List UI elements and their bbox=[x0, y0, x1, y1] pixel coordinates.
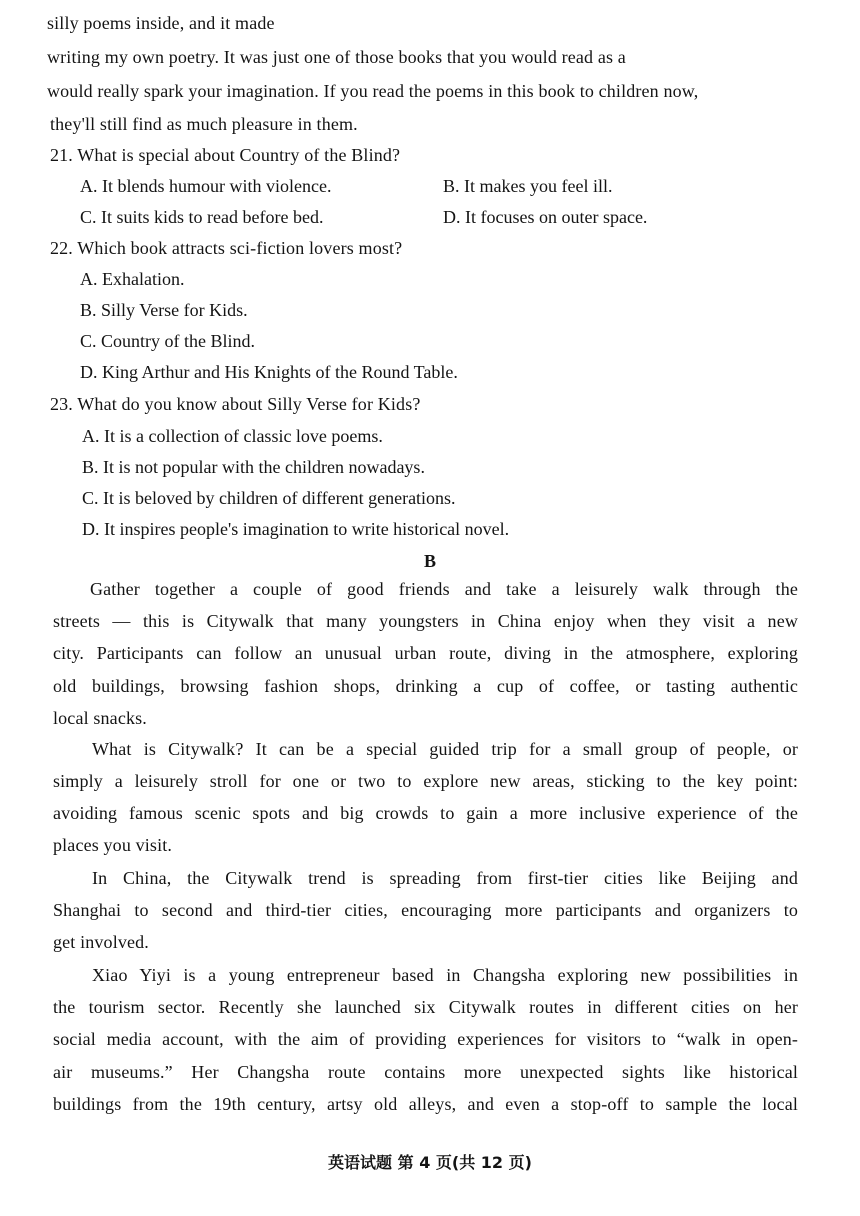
question-22-option-d: D. King Arthur and His Knights of the Round Table. bbox=[80, 362, 458, 382]
passage-a-line-1: silly poems inside, and it made bbox=[47, 13, 275, 33]
passage-a-line-4: they'll still find as much pleasure in them. bbox=[50, 114, 358, 134]
passage-a-line-2: writing my own poetry. It was just one of those books that you would read as a bbox=[47, 47, 626, 67]
passage-b-p1-line-5: local snacks. bbox=[53, 708, 147, 728]
passage-b-p3-line-2: Shanghai to second and third-tier cities, encouraging more participants and organizers to bbox=[53, 900, 798, 920]
passage-b-p4-line-4: air museums.” Her Changsha route contains more unexpected sights like historical bbox=[53, 1062, 798, 1082]
passage-b-p3-line-1: In China, the Citywalk trend is spreading from first-tier cities like Beijing and bbox=[92, 868, 798, 888]
passage-b-p3-line-3: get involved. bbox=[53, 932, 149, 952]
passage-b-p4-line-5: buildings from the 19th century, artsy old alleys, and even a stop-off to sample the local bbox=[53, 1094, 798, 1114]
passage-a-line-3: would really spark your imagination. If you read the poems in this book to children now, bbox=[47, 81, 699, 101]
question-23-option-c: C. It is beloved by children of different generations. bbox=[82, 488, 456, 508]
question-23-option-a: A. It is a collection of classic love poems. bbox=[82, 426, 383, 446]
question-21-option-d: D. It focuses on outer space. bbox=[443, 207, 648, 227]
passage-b-p2-line-1: What is Citywalk? It can be a special guided trip for a small group of people, or bbox=[92, 739, 798, 759]
passage-b-p2-line-2: simply a leisurely stroll for one or two to explore new areas, sticking to the key point: bbox=[53, 771, 798, 791]
question-22-stem: 22. Which book attracts sci-fiction lovers most? bbox=[50, 238, 403, 258]
passage-b-p4-line-3: social media account, with the aim of providing experiences for visitors to “walk in open- bbox=[53, 1029, 798, 1049]
question-23-stem: 23. What do you know about Silly Verse for Kids? bbox=[50, 394, 421, 414]
question-22-option-b: B. Silly Verse for Kids. bbox=[80, 300, 248, 320]
question-21-option-a: A. It blends humour with violence. bbox=[80, 176, 332, 196]
question-23-option-d: D. It inspires people's imagination to write historical novel. bbox=[82, 519, 510, 539]
passage-b-p1-line-4: old buildings, browsing fashion shops, drinking a cup of coffee, or tasting authentic bbox=[53, 676, 798, 696]
passage-b-p2-line-3: avoiding famous scenic spots and big crowds to gain a more inclusive experience of the bbox=[53, 803, 798, 823]
question-21-option-b: B. It makes you feel ill. bbox=[443, 176, 613, 196]
passage-b-p4-line-2: the tourism sector. Recently she launched six Citywalk routes in different cities on her bbox=[53, 997, 798, 1017]
question-21-stem: 21. What is special about Country of the Blind? bbox=[50, 145, 401, 165]
question-23-option-b: B. It is not popular with the children nowadays. bbox=[82, 457, 425, 477]
question-22-option-c: C. Country of the Blind. bbox=[80, 331, 255, 351]
passage-b-p4-line-1: Xiao Yiyi is a young entrepreneur based in Changsha exploring new possibilities in bbox=[92, 965, 798, 985]
section-b-heading: B bbox=[423, 551, 436, 571]
passage-b-p1-line-3: city. Participants can follow an unusual urban route, diving in the atmosphere, exploring bbox=[53, 643, 798, 663]
passage-b-p1-line-1: Gather together a couple of good friends and take a leisurely walk through the bbox=[90, 579, 798, 599]
page-footer: 英语试题 第 4 页(共 12 页) bbox=[328, 1153, 532, 1172]
question-21-option-c: C. It suits kids to read before bed. bbox=[80, 207, 324, 227]
passage-b-p1-line-2: streets — this is Citywalk that many youngsters in China enjoy when they visit a new bbox=[53, 611, 798, 631]
passage-b-p2-line-4: places you visit. bbox=[53, 835, 173, 855]
question-22-option-a: A. Exhalation. bbox=[80, 269, 185, 289]
